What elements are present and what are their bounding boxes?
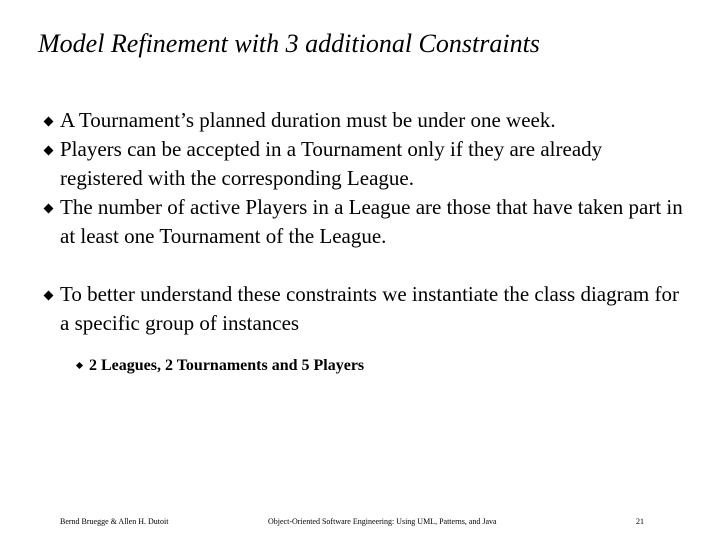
sub-bullet-item bbox=[77, 357, 364, 375]
bullet-item bbox=[48, 280, 688, 338]
bullet-item bbox=[48, 193, 688, 251]
bullet-text: A Tournament’s planned duration must be under one week. bbox=[60, 108, 556, 132]
diamond-bullet-icon bbox=[44, 291, 54, 301]
bullet-text: Players can be accepted in a Tournament only if they are already registered with the corresponding League. bbox=[60, 137, 603, 190]
bullet-item bbox=[48, 135, 688, 193]
diamond-bullet-icon bbox=[44, 117, 54, 127]
diamond-bullet-icon bbox=[44, 204, 54, 214]
diamond-sub-bullet-icon bbox=[76, 362, 83, 369]
diamond-bullet-icon bbox=[44, 146, 54, 156]
bullet-list bbox=[48, 106, 688, 338]
slide-title: Model Refinement with 3 additional Constraints bbox=[38, 29, 540, 58]
sub-bullet-text: 2 Leagues, 2 Tournaments and 5 Players bbox=[89, 357, 365, 374]
footer-page-number: 21 bbox=[636, 517, 644, 526]
bullet-text: The number of active Players in a League are those that have taken part in at least one Tournament of the League. bbox=[60, 195, 683, 248]
bullet-text: To better understand these constraints we instantiate the class diagram for a specific group of instances bbox=[60, 282, 679, 335]
footer-authors: Bernd Bruegge & Allen H. Dutoit bbox=[60, 517, 169, 526]
footer-book-title: Object-Oriented Software Engineering: Using UML, Patterns, and Java bbox=[268, 517, 497, 526]
bullet-item bbox=[48, 106, 688, 135]
